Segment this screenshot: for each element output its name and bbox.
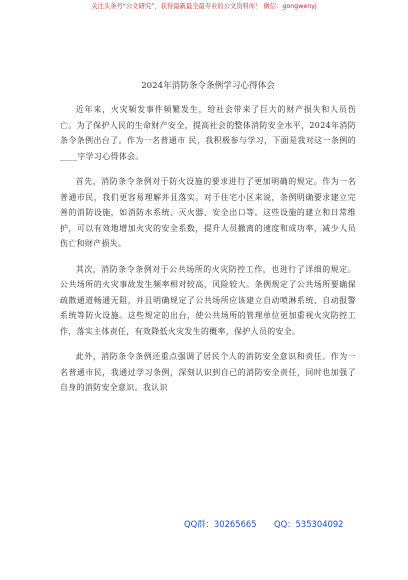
- paragraph-personal-awareness: 此外，消防条令条例还重点强调了居民个人的消防安全意识和责任。作为一名普通市民，我通过学习条例，深刻认识到自己的消防安全责任，同时也加强了自身的消防安全意识。我认识: [60, 352, 356, 392]
- qq-contact-label: QQ：535304092: [274, 519, 344, 529]
- document-title: 2024年消防条令条例学习心得体会: [141, 81, 275, 91]
- paragraph-fire-facilities: 首先，消防条令条例对于防火设施的要求进行了更加明确的规定。作为一名普通市民，我们更容易理解并且落实。对于住宅小区来说，条例明确要求建立完善的消防设施，如消防水系统、灭火器、安全出口等。这些设施的建立和日常维护，可以有效地增加火灾的安全系数，提升人员撤离的速度和成功率，减少人员伤亡和财产损失。: [60, 177, 356, 248]
- document-body: [60, 80, 356, 406]
- qq-group-label: QQ群：30265665: [184, 519, 257, 529]
- paragraph-intro: 近年来，火灾频发事件频繁发生，给社会带来了巨大的财产损失和人员伤亡。为了保护人民的生命财产安全，提高社会的整体消防安全水平，2024年消防条令条例出台了。作为一名普通市 民，我积极参与学习，下面是我对这一条例的____字学习心得体会。: [60, 105, 356, 161]
- header-banner: 关注头条号“公文研究”，获得最新最全最专业的公文资料库！ 微信：gongwenyj: [91, 3, 317, 10]
- paragraph-public-places: 其次，消防条令条例对于公共场所的火灾防控工作，也进行了详细的规定。公共场所的火灾事故发生频率相对较高，风险较大。条例规定了公共场所要确保疏散通道畅通无阻，并且明确规定了公共场所应该建立自动喷淋系统、自动报警系统等防火设施。这些规定的出台，使公共场所的管理单位更加重视火灾防控工作，落实主体责任，有效降低火灾发生的概率，保护人员的安全。: [60, 264, 356, 336]
